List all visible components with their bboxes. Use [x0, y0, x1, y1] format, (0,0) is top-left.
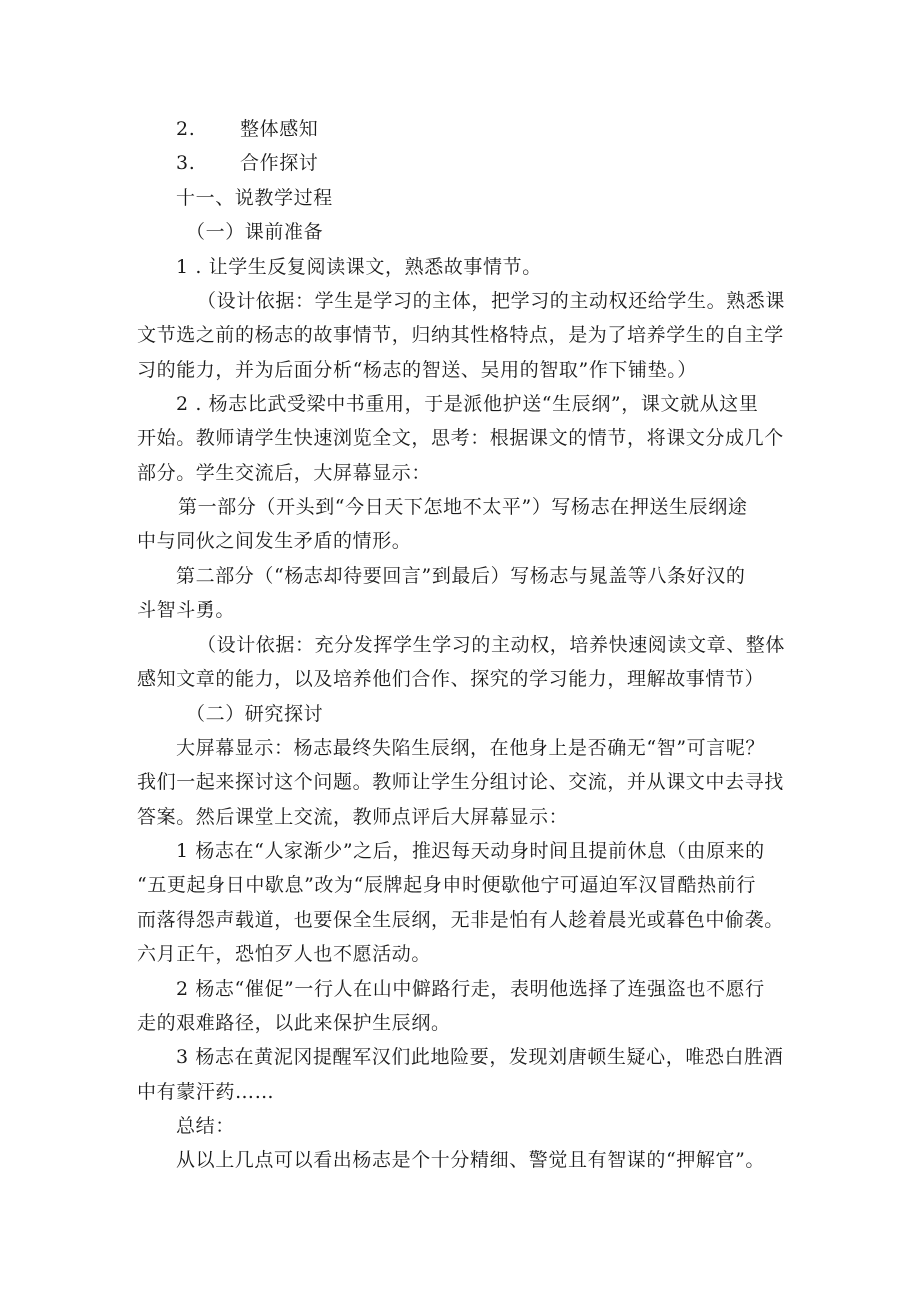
- paragraph-line: 2 . 杨志比武受梁中书重用，于是派他护送“生辰纲”，课文就从这里: [176, 393, 759, 415]
- paragraph: 1 . 让学生反复阅读课文，熟悉故事情节。: [176, 256, 542, 278]
- point-three-line: 中有蒙汗药……: [137, 1081, 275, 1103]
- summary-text: 从以上几点可以看出杨志是个十分精细、警觉且有智谋的“押解官”。: [176, 1149, 766, 1171]
- summary-heading: 总结：: [176, 1115, 235, 1137]
- list-item-text: 整体感知: [240, 118, 319, 140]
- list-number: 3.: [176, 152, 196, 174]
- paragraph-line: 答案。然后课堂上交流，教师点评后大屏幕显示：: [137, 806, 569, 828]
- design-basis-line: 感知文章的能力，以及培养他们合作、探究的学习能力，理解故事情节）: [137, 668, 765, 690]
- point-two-line: 2 杨志“催促”一行人在山中僻路行走，表明他选择了连强盗也不愿行: [176, 978, 765, 1000]
- paragraph-line: 部分。学生交流后，大屏幕显示：: [137, 462, 432, 484]
- point-two-line: 走的艰难路径，以此来保护生辰纲。: [137, 1012, 451, 1034]
- paragraph-line: 开始。教师请学生快速浏览全文，思考：根据课文的情节，将课文分成几个: [137, 427, 784, 449]
- part-two-line: 斗智斗勇。: [137, 599, 236, 621]
- design-basis-line: 习的能力，并为后面分析“杨志的智送、吴用的智取”作下铺垫。）: [137, 359, 697, 381]
- list-item-text: 合作探讨: [240, 152, 319, 174]
- design-basis-line: （设计依据：学生是学习的主体，把学习的主动权还给学生。熟悉课: [197, 290, 786, 312]
- point-one-line: “五更起身日中歇息”改为“辰牌起身申时便歇他宁可逼迫军汉冒酷热前行: [137, 874, 756, 896]
- paragraph-line: 大屏幕显示：杨志最终失陷生辰纲，在他身上是否确无“智”可言呢？: [176, 737, 766, 759]
- point-three-line: 3 杨志在黄泥冈提醒军汉们此地险要，发现刘唐顿生疑心，唯恐白胜酒: [176, 1046, 784, 1068]
- point-one-line: 1 杨志在“人家渐少”之后，推迟每天动身时间且提前休息（由原来的: [176, 840, 765, 862]
- point-one-line: 而落得怨声载道，也要保全生辰纲，无非是怕有人趁着晨光或暮色中偷袭。: [137, 909, 784, 931]
- list-item-3: [176, 146, 318, 180]
- section-heading: 十一、说教学过程: [176, 187, 333, 209]
- part-one-line: 中与同伙之间发生矛盾的情形。: [137, 530, 412, 552]
- subsection-heading: （一）课前准备: [186, 221, 324, 243]
- paragraph-line: 我们一起来探讨这个问题。教师让学生分组讨论、交流，并从课文中去寻找: [137, 771, 784, 793]
- design-basis-line: （设计依据：充分发挥学生学习的主动权，培养快速阅读文章、整体: [197, 634, 786, 656]
- point-one-line: 六月正午，恐怕歹人也不愿活动。: [137, 943, 432, 965]
- list-item-2: [176, 112, 318, 146]
- list-number: 2.: [176, 118, 196, 140]
- subsection-heading: （二）研究探讨: [186, 703, 324, 725]
- part-one-line: 第一部分（开头到“今日天下怎地不太平”）写杨志在押送生辰纲途: [178, 496, 748, 518]
- design-basis-line: 文节选之前的杨志的故事情节，归纳其性格特点，是为了培养学生的自主学: [137, 324, 784, 346]
- part-two-line: 第二部分（“杨志却待要回言”到最后）写杨志与晁盖等八条好汉的: [176, 565, 746, 587]
